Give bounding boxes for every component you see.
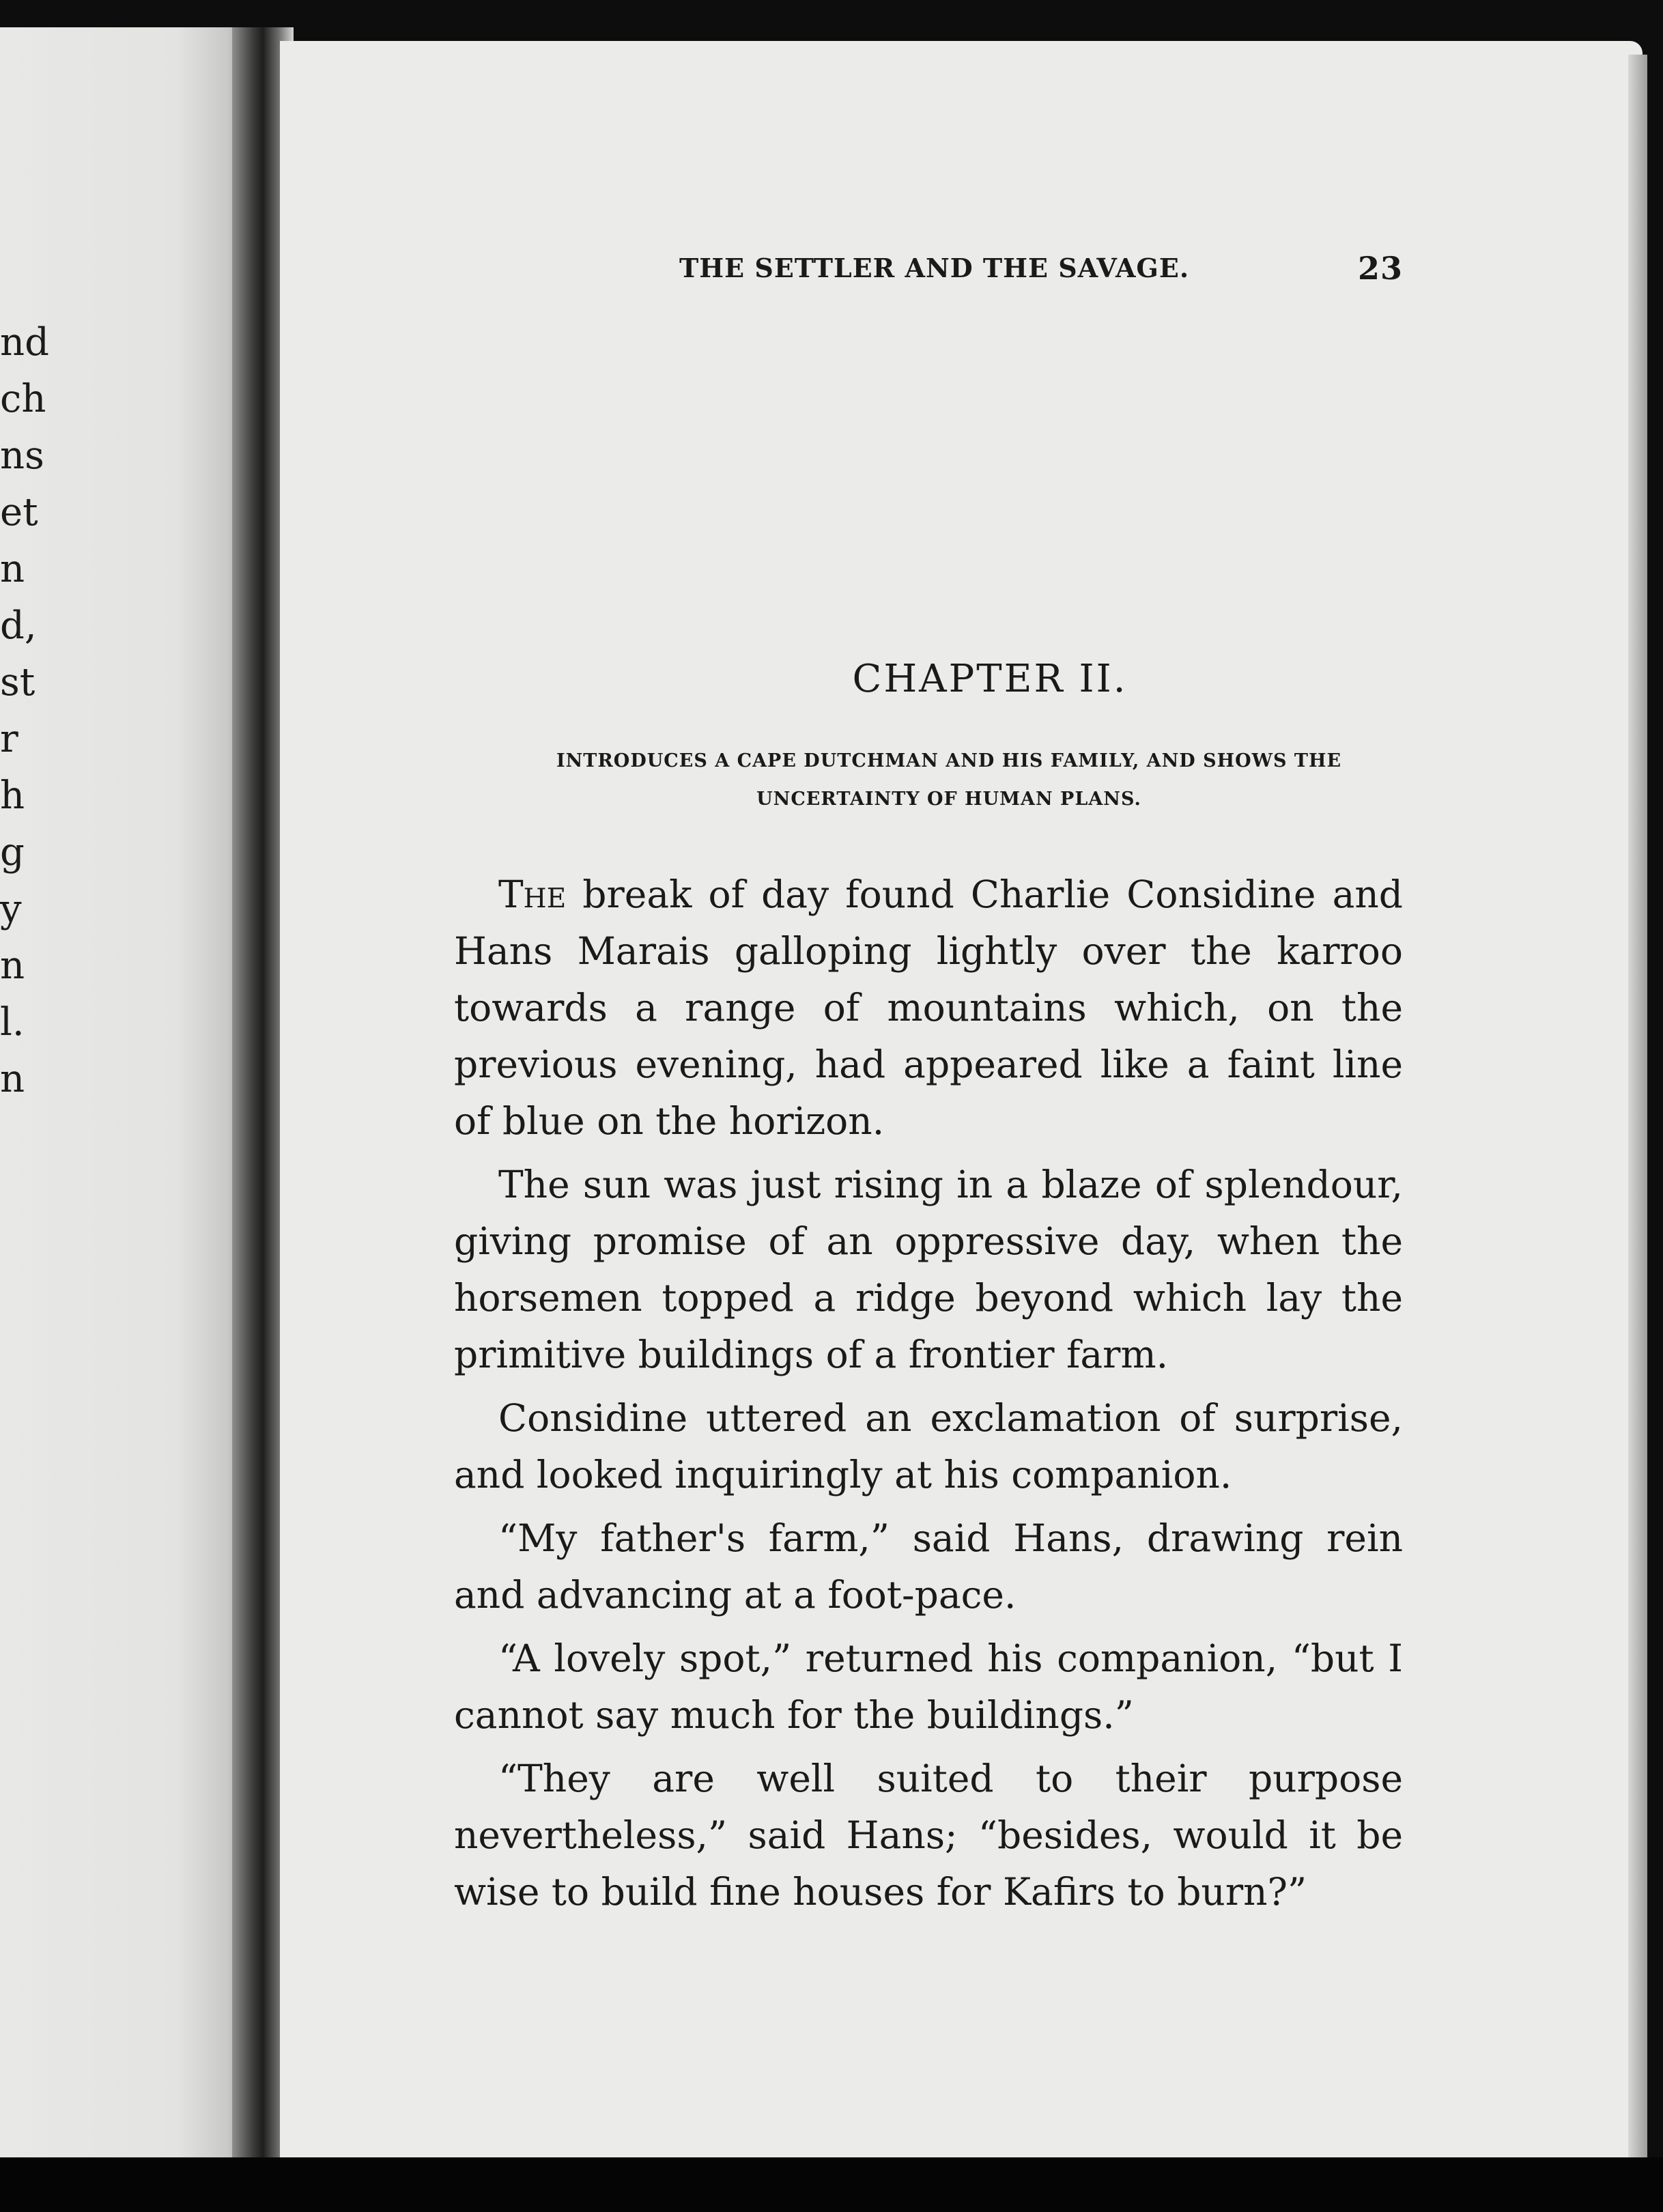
- running-title: THE SETTLER AND THE SAVAGE.: [679, 253, 1190, 283]
- previous-page-fragment: et: [0, 490, 38, 535]
- previous-page-fragment: ns: [0, 434, 44, 478]
- chapter-summary-line: INTRODUCES A CAPE DUTCHMAN AND HIS FAMILY, AND SHOWS THE: [556, 750, 1342, 771]
- previous-page-fragment: n: [0, 944, 25, 988]
- chapter-title: CHAPTER II.: [852, 657, 1128, 701]
- previous-page-fragment: ch: [0, 377, 46, 421]
- paragraph-text: break of day found Charlie Considine and Hans Marais galloping lightly over the karroo towards a range of mountains which, on the previous evening, had appeared like a faint line of blue on the horizon.: [454, 873, 1403, 1143]
- previous-page-fragment: y: [0, 887, 22, 931]
- paragraph-text: “My father's farm,” said Hans, drawing rein and advancing at a foot-pace.: [454, 1516, 1403, 1617]
- previous-page-fragment: n: [0, 547, 25, 591]
- paragraph: [454, 1510, 1403, 1623]
- previous-page-text-fragments: [0, 314, 48, 1107]
- previous-page-fragment: h: [0, 774, 25, 818]
- scan-border: [0, 2157, 1663, 2212]
- previous-page-fragment: g: [0, 830, 25, 875]
- previous-page-fragment: r: [0, 717, 18, 761]
- chapter-body: [454, 866, 1403, 1920]
- paragraph: [454, 866, 1403, 1150]
- page-edge: [1628, 55, 1647, 2157]
- running-head: [454, 250, 1403, 300]
- paragraph-text: “They are well suited to their purpose nevertheless,” said Hans; “besides, would it be wise to build fine houses for Kafirs to burn?”: [454, 1757, 1403, 1914]
- chapter-summary: [454, 742, 1403, 819]
- page-number: 23: [1357, 250, 1403, 287]
- paragraph: [454, 1390, 1403, 1503]
- paragraph-text: “A lovely spot,” returned his companion, “but I cannot say much for the buildings.”: [454, 1636, 1403, 1737]
- previous-page-fragment: l.: [0, 1000, 25, 1045]
- previous-page-fragment: nd: [0, 320, 49, 365]
- previous-page-fragment: d,: [0, 604, 37, 648]
- paragraph: [454, 1750, 1403, 1920]
- chapter-summary-line: UNCERTAINTY OF HUMAN PLANS.: [756, 789, 1141, 810]
- previous-page-fragment: st: [0, 660, 35, 705]
- paragraph: [454, 1157, 1403, 1383]
- page-content: [454, 250, 1403, 1927]
- paragraph: [454, 1630, 1403, 1744]
- paragraph-text: The sun was just rising in a blaze of splendour, giving promise of an oppressive day, when the horsemen topped a ridge beyond which lay the primitive buildings of a frontier farm.: [454, 1163, 1403, 1376]
- paragraph-lead-word: The: [498, 873, 567, 916]
- paragraph-text: Considine uttered an exclamation of surprise, and looked inquiringly at his companion.: [454, 1396, 1403, 1497]
- previous-page-fragment: n: [0, 1057, 25, 1101]
